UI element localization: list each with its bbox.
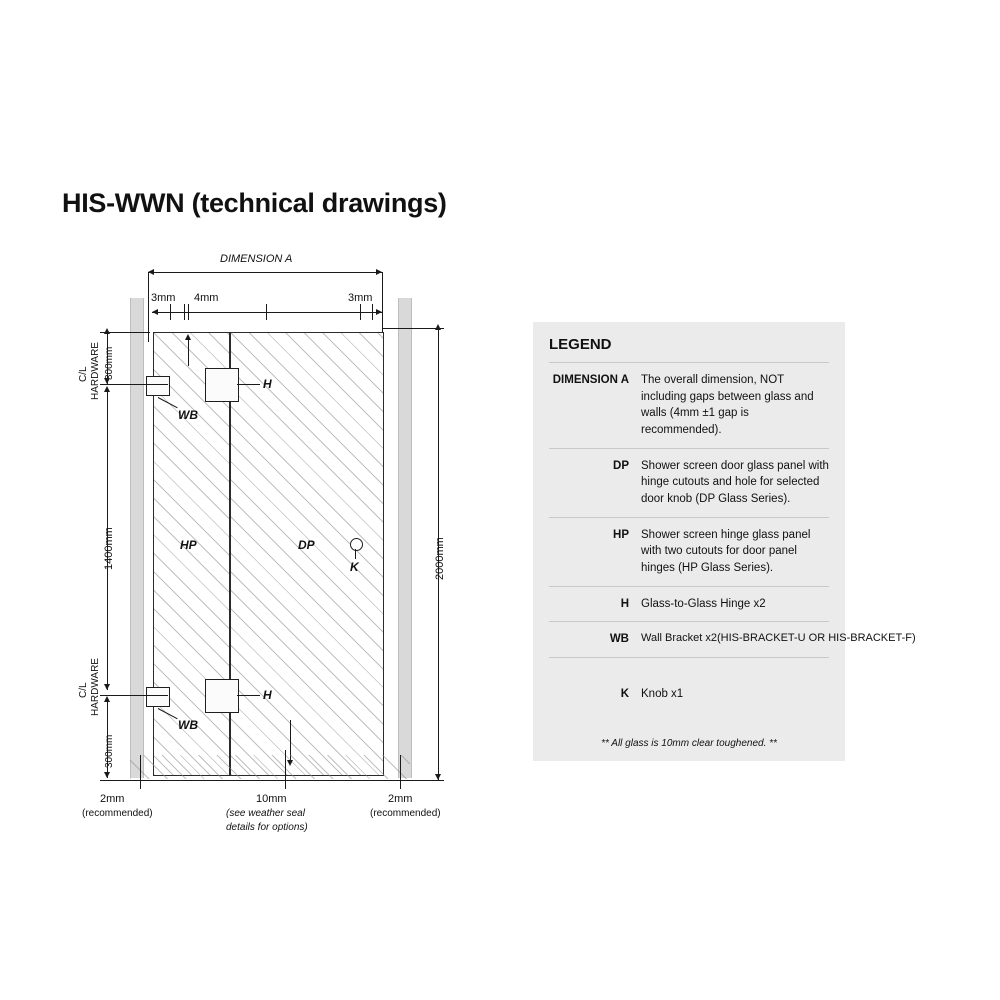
gap-arrow-left <box>152 309 158 315</box>
technical-drawing <box>60 250 520 850</box>
gap-dimension-line <box>152 312 382 313</box>
bottom-mid-dim-note-1: (see weather seal <box>226 808 305 819</box>
gap-tick-d <box>266 304 267 320</box>
hinge-top <box>205 368 239 402</box>
gap-left-label: 3mm <box>151 292 176 304</box>
gap-tick-e <box>360 304 361 320</box>
hardware-top-cl-label-2: HARDWARE <box>90 342 101 400</box>
knob-leader <box>355 549 356 559</box>
wall-right <box>398 298 412 778</box>
legend-row <box>549 363 829 449</box>
panel-hp-arrow-line <box>188 338 189 366</box>
label-hinge-top: H <box>263 377 272 391</box>
height-overall-ext-top <box>382 328 444 329</box>
legend-key: WB <box>609 633 629 646</box>
height-overall-arrow-top <box>435 324 441 330</box>
bottom-right-dim-note: (recommended) <box>370 808 441 819</box>
bottom-right-dim-line <box>400 755 401 789</box>
hinge-bottom-leader <box>237 695 260 696</box>
bottom-left-dim-label: 2mm <box>100 793 125 805</box>
gap-arrow-right <box>376 309 382 315</box>
wall-bracket-bottom <box>146 687 170 707</box>
hardware-bottom-arrow-up <box>104 696 110 702</box>
legend-title: LEGEND <box>549 336 829 363</box>
legend-description: Knob x1 <box>641 688 684 701</box>
legend-key: DIMENSION A <box>552 374 629 386</box>
gap-tick-a <box>170 304 171 320</box>
door-knob <box>350 538 363 551</box>
hardware-top-dim-label: 300mm <box>104 346 115 380</box>
gap-tick-c <box>188 304 189 320</box>
label-bracket-bottom: WB <box>178 718 198 732</box>
gap-right-label: 3mm <box>348 292 373 304</box>
wall-left <box>130 298 144 778</box>
hardware-bottom-cl-label-1: C/L <box>78 682 89 698</box>
mid-arrow-up <box>104 386 110 392</box>
bottom-mid-dim-line <box>285 750 286 789</box>
legend-row <box>549 658 829 712</box>
label-dp: DP <box>298 538 315 552</box>
hardware-top-cl-label-1: C/L <box>78 366 89 382</box>
glass-panel-dp <box>230 332 384 776</box>
legend-description: Glass-to-Glass Hinge x2 <box>641 597 766 610</box>
hinge-top-leader <box>237 384 260 385</box>
gap-tick-f <box>372 304 373 320</box>
legend-key: H <box>620 597 629 610</box>
hardware-bottom-dim-label: 300mm <box>104 734 115 768</box>
gap-mid-label: 4mm <box>194 292 219 304</box>
mid-dim-label: 1400mm <box>103 527 115 570</box>
bottom-left-dim-line <box>140 755 141 789</box>
height-overall-label: 2000mm <box>434 537 446 580</box>
panel-hp-arrow-head <box>185 334 191 340</box>
wall-bracket-top <box>146 376 170 396</box>
gap-tick-b <box>184 304 185 320</box>
legend-row <box>549 622 916 658</box>
label-hp: HP <box>180 538 197 552</box>
bottom-right-dim-label: 2mm <box>388 793 413 805</box>
label-knob: K <box>350 560 359 574</box>
floor-hatching <box>130 755 410 779</box>
legend-description: The overall dimension, NOT including gaps between glass and walls (4mm ±1 gap is recommended). <box>641 374 814 437</box>
legend-row <box>549 449 829 518</box>
hardware-bottom-centerline <box>100 695 168 696</box>
floor-line <box>100 780 444 781</box>
legend-description: Wall Bracket x2(HIS-BRACKET-U OR HIS-BRACKET-F) <box>641 632 916 645</box>
legend-row <box>549 587 829 623</box>
legend-key: DP <box>613 459 629 472</box>
hardware-bottom-arrow-down <box>104 772 110 778</box>
page-title: HIS-WWN (technical drawings) <box>62 188 447 218</box>
legend-key: K <box>620 688 629 701</box>
hardware-top-centerline <box>100 384 168 385</box>
legend-key: HP <box>613 528 629 541</box>
bottom-mid-dim-note-2: details for options) <box>226 822 308 833</box>
legend-description: Shower screen door glass panel with hinge cutouts and hole for selected door knob (DP Glass Series). <box>641 459 829 506</box>
legend-description: Shower screen hinge glass panel with two cutouts for door panel hinges (HP Glass Series). <box>641 528 811 575</box>
dimension-a-label: DIMENSION A <box>220 253 293 265</box>
legend-row <box>549 518 829 587</box>
hardware-bottom-cl-label-2: HARDWARE <box>90 658 101 716</box>
hardware-top-arrow-up <box>104 328 110 334</box>
hinge-bottom <box>205 679 239 713</box>
mid-arrow-down <box>104 684 110 690</box>
label-hinge-bottom: H <box>263 688 272 702</box>
legend-panel <box>533 322 916 761</box>
label-bracket-top: WB <box>178 408 198 422</box>
hardware-top-ext <box>100 332 150 333</box>
bottom-mid-dim-label: 10mm <box>256 793 287 805</box>
dimension-a-line <box>148 272 382 273</box>
bottom-left-dim-note: (recommended) <box>82 808 153 819</box>
legend-note: ** All glass is 10mm clear toughened. ** <box>601 737 777 749</box>
